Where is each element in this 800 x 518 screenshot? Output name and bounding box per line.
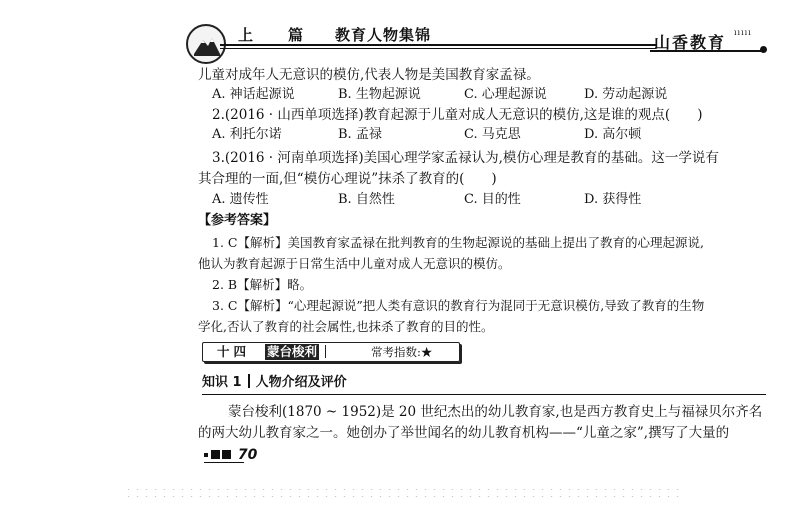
q3-option-d: D. 获得性 xyxy=(584,192,642,207)
answers-heading: 【参考答案】 xyxy=(198,213,277,228)
header-rule xyxy=(220,44,656,46)
text-line: 儿童对成年人无意识的模仿,代表人物是美国教育家孟禄。 xyxy=(198,67,540,83)
answer-1-line-2: 他认为教育起源于日常生活中儿童对成人无意识的模仿。 xyxy=(198,256,511,271)
question-3-line-1: 3.(2016 · 河南单项选择)美国心理学家孟禄认为,模仿心理是教育的基础。这一学说有 xyxy=(212,150,719,166)
q3-option-a: A. 遗传性 xyxy=(212,192,269,207)
q1-option-a: A. 神话起源说 xyxy=(212,87,295,102)
footer-rule xyxy=(204,462,244,463)
knowledge-bar xyxy=(248,374,250,388)
knowledge-title: 人物介绍及评价 xyxy=(255,375,347,390)
question-3-line-2: 其合理的一面,但“模仿心理说”抹杀了教育的( ) xyxy=(198,171,497,187)
mountain-icon xyxy=(192,32,222,58)
knowledge-label: 知识 1 xyxy=(202,375,242,390)
brand-decoration: ııııı xyxy=(734,28,752,37)
q1-option-c: C. 心理起源说 xyxy=(464,87,547,102)
section-header xyxy=(202,342,460,362)
knowledge-tab xyxy=(202,374,347,392)
question-2: 2.(2016 · 山西单项选择)教育起源于儿童对成人无意识的模仿,这是谁的观点( ) xyxy=(212,107,703,123)
answer-1-line-1: 1. C【解析】美国教育家孟禄在批判教育的生物起源说的基础上提出了教育的心理起源说, xyxy=(212,235,704,250)
q2-option-c: C. 马克思 xyxy=(464,127,521,142)
exam-frequency: 常考指数:★ xyxy=(371,345,433,359)
square-icon xyxy=(211,450,220,459)
intro-line-1: 蒙台梭利(1870 ~ 1952)是 20 世纪杰出的幼儿教育家,也是西方教育史上与福禄贝尔齐名 xyxy=(228,404,763,420)
answer-2: 2. B【解析】略。 xyxy=(212,277,313,292)
small-square-icon xyxy=(204,453,208,457)
q3-option-b: B. 自然性 xyxy=(338,192,395,207)
scan-noise xyxy=(124,486,684,500)
brand-rule xyxy=(650,50,762,52)
q3-option-c: C. 目的性 xyxy=(464,192,521,207)
page-header xyxy=(238,24,431,45)
answer-3-line-2: 学化,否认了教育的社会属性,也抹杀了教育的目的性。 xyxy=(198,319,494,334)
q2-option-a: A. 利托尔诺 xyxy=(212,127,282,142)
section-divider xyxy=(325,345,326,358)
brand-name: 山香教育 xyxy=(654,33,727,52)
part-label: 上 篇 xyxy=(238,26,314,44)
q2-option-d: D. 高尔顿 xyxy=(584,127,642,142)
square-icon xyxy=(222,450,231,459)
q2-option-b: B. 孟禄 xyxy=(338,127,382,142)
page-footer xyxy=(204,447,257,463)
q1-option-b: B. 生物起源说 xyxy=(338,87,421,102)
section-number: 十四 xyxy=(217,344,251,359)
chapter-title: 教育人物集锦 xyxy=(335,26,432,44)
answer-3-line-1: 3. C【解析】“心理起源说”把人类有意识的教育行为混同于无意识模仿,导致了教育的生物 xyxy=(212,298,705,313)
knowledge-rule xyxy=(202,394,766,395)
page-number: 70 xyxy=(237,447,258,463)
q1-option-d: D. 劳动起源说 xyxy=(584,87,668,102)
brand-dot-icon xyxy=(760,46,767,53)
header-rule-thin xyxy=(220,48,656,49)
section-person-name: 蒙台梭利 xyxy=(267,344,318,359)
intro-line-2: 的两大幼儿教育家之一。她创办了举世闻名的幼儿教育机构——“儿童之家”,撰写了大量的 xyxy=(198,425,730,441)
